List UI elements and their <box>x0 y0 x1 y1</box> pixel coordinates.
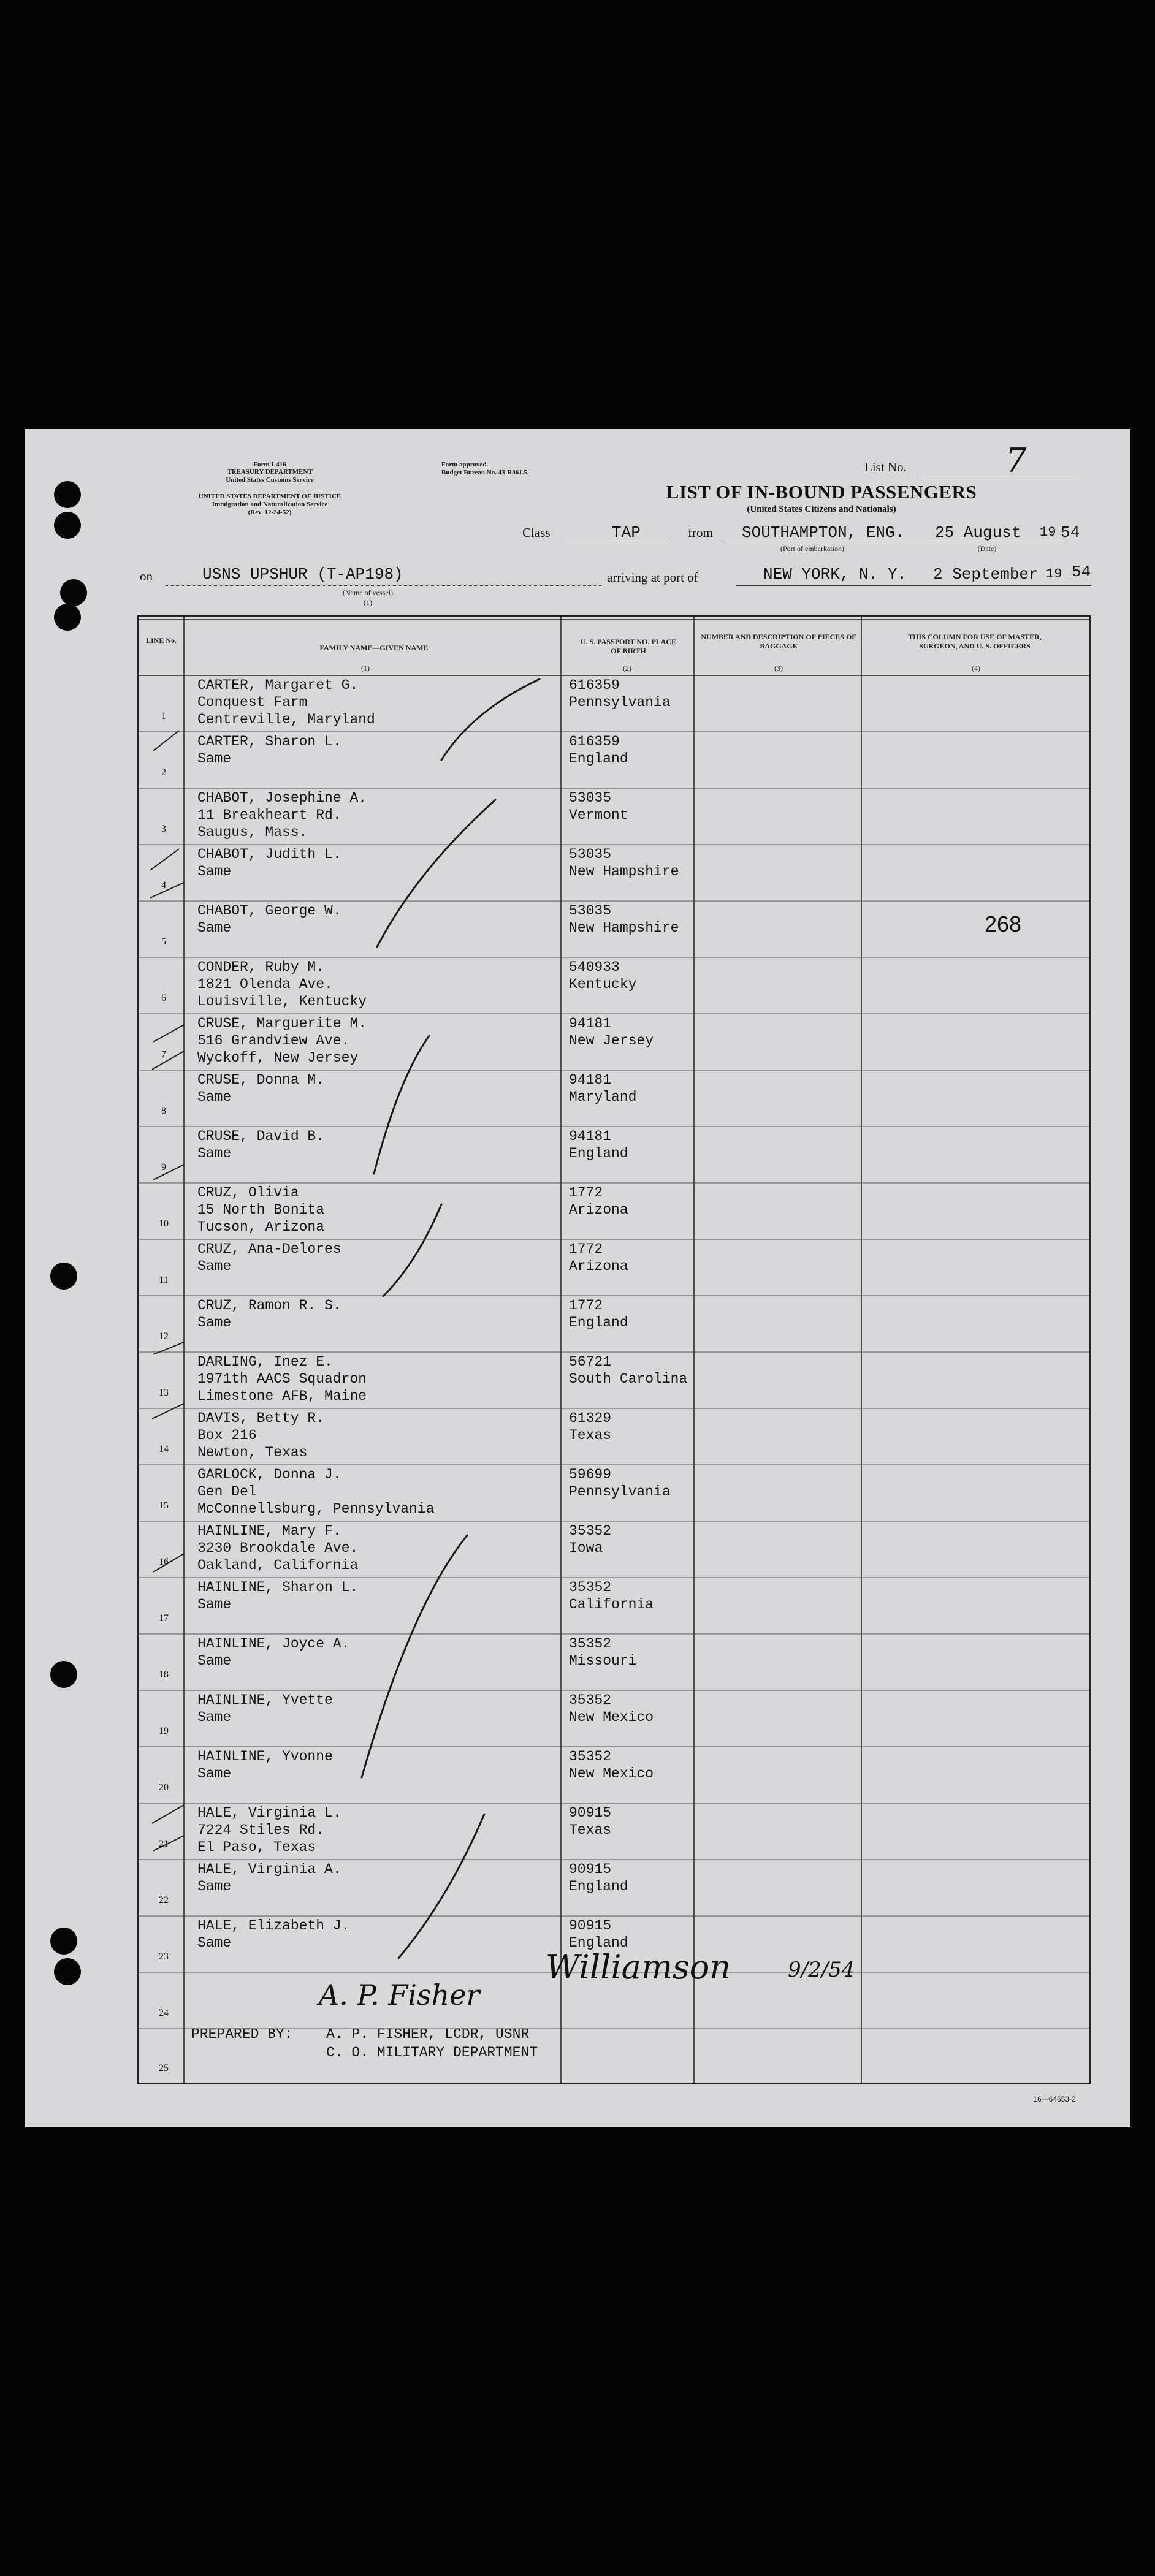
passport-birthplace: 53035 New Hampshire <box>569 903 679 936</box>
form-approved: Form approved. <box>441 461 489 468</box>
passenger-name-address: CHABOT, George W. Same <box>197 903 341 936</box>
from-label: from <box>688 525 713 540</box>
ins-service: Immigration and Naturalization Service <box>212 501 328 508</box>
passport-birthplace: 1772 Arizona <box>569 1185 628 1218</box>
passenger-name-address: GARLOCK, Donna J. Gen Del McConnellsburg, Pennsylvania <box>197 1467 435 1517</box>
passport-birthplace: 35352 Iowa <box>569 1523 612 1556</box>
list-no-value: 7 <box>1005 441 1027 480</box>
line-number: 15 <box>159 1500 169 1511</box>
page-subtitle: (United States Citizens and Nationals) <box>747 504 896 514</box>
col-header-line-no: LINE No. <box>146 636 177 645</box>
passport-birthplace: 540933 Kentucky <box>569 959 637 992</box>
vessel-caption: (Name of vessel) <box>343 588 393 597</box>
passenger-name-address: HAINLINE, Mary F. 3230 Brookdale Ave. Oakland, California <box>197 1523 359 1573</box>
justice-dept: UNITED STATES DEPARTMENT OF JUSTICE <box>198 493 341 500</box>
line-number: 13 <box>159 1388 169 1398</box>
vessel-name: USNS UPSHUR (T-AP198) <box>202 565 403 583</box>
arrival-year-prefix: 19 <box>1046 566 1062 582</box>
passport-birthplace: 94181 Maryland <box>569 1072 637 1105</box>
col-num-3: (3) <box>774 664 783 672</box>
col-num-4: (4) <box>972 664 980 672</box>
col-header-officers: THIS COLUMN FOR USE OF MASTER, SURGEON, AND U. S. OFFICERS <box>908 633 1042 650</box>
passport-birthplace: 35352 New Mexico <box>569 1692 654 1725</box>
class-label: Class <box>522 525 551 540</box>
arriving-label: arriving at port of <box>607 570 698 585</box>
inspector-initials: 9/2/54 <box>788 1958 855 1982</box>
passport-birthplace: 35352 California <box>569 1579 654 1613</box>
budget-bureau: Budget Bureau No. 43-R061.5. <box>441 469 529 476</box>
arrival-port: NEW YORK, N. Y. <box>763 565 907 583</box>
line-number: 24 <box>159 2008 169 2018</box>
passport-birthplace: 61329 Texas <box>569 1410 612 1443</box>
passenger-name-address: HAINLINE, Yvonne Same <box>197 1749 333 1782</box>
line-number: 11 <box>159 1275 169 1285</box>
departure-date: 25 August <box>935 523 1021 542</box>
arrival-date: 2 September <box>933 565 1039 583</box>
line-number: 7 <box>161 1049 166 1060</box>
footer-code: 16—64653-2 <box>1033 2095 1076 2103</box>
passport-birthplace: 56721 South Carolina <box>569 1354 688 1387</box>
line-number: 6 <box>161 993 166 1003</box>
passport-birthplace: 94181 England <box>569 1128 628 1161</box>
passport-birthplace: 90915 England <box>569 1861 628 1894</box>
vessel-col-num: (1) <box>364 598 372 607</box>
passport-birthplace: 35352 New Mexico <box>569 1749 654 1782</box>
col-num-2: (2) <box>623 664 631 672</box>
line-number: 2 <box>161 767 166 778</box>
passport-birthplace: 90915 England <box>569 1918 628 1951</box>
line-number: 16 <box>159 1557 169 1567</box>
inspector-signature: Williamson <box>546 1948 731 1986</box>
line-number: 20 <box>159 1782 169 1793</box>
arrival-year: 54 <box>1072 563 1091 581</box>
passenger-name-address: CRUZ, Ramon R. S. Same <box>197 1297 341 1331</box>
treasury-dept: TREASURY DEPARTMENT <box>227 468 313 476</box>
page-title: LIST OF IN-BOUND PASSENGERS <box>666 481 977 503</box>
on-label: on <box>140 569 153 583</box>
passport-birthplace: 94181 New Jersey <box>569 1016 654 1049</box>
line-number: 10 <box>159 1218 169 1229</box>
line-number: 12 <box>159 1331 169 1342</box>
passenger-name-address: CARTER, Margaret G. Conquest Farm Centreville, Maryland <box>197 677 375 728</box>
officer-note: 268 <box>985 911 1022 937</box>
line-number: 14 <box>159 1444 169 1454</box>
embark-caption: (Port of embarkation) <box>780 544 844 553</box>
line-number: 3 <box>161 824 166 834</box>
list-no-label: List No. <box>864 460 907 474</box>
col-num-1: (1) <box>361 664 370 672</box>
passenger-name-address: CRUSE, Donna M. Same <box>197 1072 325 1105</box>
passenger-name-address: HAINLINE, Sharon L. Same <box>197 1579 359 1613</box>
passenger-name-address: HALE, Elizabeth J. Same <box>197 1918 350 1951</box>
passport-birthplace: 90915 Texas <box>569 1805 612 1838</box>
customs-service: United States Customs Service <box>226 476 314 484</box>
prepared-by-line2: C. O. MILITARY DEPARTMENT <box>326 2045 538 2061</box>
line-number: 9 <box>161 1162 166 1172</box>
line-number: 17 <box>159 1613 169 1624</box>
form-number: Form I-416 <box>253 461 286 468</box>
line-number: 19 <box>159 1726 169 1736</box>
line-number: 4 <box>161 880 166 891</box>
passenger-name-address: DARLING, Inez E. 1971th AACS Squadron Limestone AFB, Maine <box>197 1354 367 1404</box>
line-number: 25 <box>159 2063 169 2073</box>
passport-birthplace: 616359 Pennsylvania <box>569 677 671 710</box>
form-revision: (Rev. 12-24-52) <box>248 509 292 516</box>
passport-birthplace: 1772 England <box>569 1297 628 1331</box>
passport-birthplace: 59699 Pennsylvania <box>569 1467 671 1500</box>
passport-birthplace: 1772 Arizona <box>569 1241 628 1274</box>
line-number: 18 <box>159 1670 169 1680</box>
departure-year-prefix: 19 <box>1040 525 1056 540</box>
passenger-name-address: CARTER, Sharon L. Same <box>197 734 341 767</box>
date-caption: (Date) <box>977 544 997 553</box>
line-number: 5 <box>161 937 166 947</box>
passenger-name-address: HALE, Virginia A. Same <box>197 1861 341 1894</box>
prepared-by-line1: A. P. FISHER, LCDR, USNR <box>326 2026 530 2042</box>
fisher-signature: A. P. Fisher <box>319 1978 480 2012</box>
col-header-passport: U. S. PASSPORT NO. PLACE OF BIRTH <box>580 637 677 655</box>
passenger-name-address: HAINLINE, Yvette Same <box>197 1692 333 1725</box>
passport-birthplace: 53035 New Hampshire <box>569 846 679 880</box>
prepared-by-label: PREPARED BY: <box>191 2026 293 2042</box>
line-number: 21 <box>159 1839 169 1849</box>
passenger-name-address: CHABOT, Josephine A. 11 Breakheart Rd. Saugus, Mass. <box>197 790 367 840</box>
passenger-name-address: DAVIS, Betty R. Box 216 Newton, Texas <box>197 1410 325 1461</box>
col-header-baggage: NUMBER AND DESCRIPTION OF PIECES OF BAGGAGE <box>701 633 856 650</box>
class-value: TAP <box>612 523 641 542</box>
col-header-name: FAMILY NAME—GIVEN NAME <box>319 644 429 652</box>
passenger-name-address: CRUZ, Ana-Delores Same <box>197 1241 341 1274</box>
departure-year: 54 <box>1061 523 1080 542</box>
line-number: 1 <box>161 711 166 721</box>
passenger-name-address: HALE, Virginia L. 7224 Stiles Rd. El Paso, Texas <box>197 1805 341 1855</box>
passenger-name-address: CRUZ, Olivia 15 North Bonita Tucson, Arizona <box>197 1185 325 1235</box>
embark-port: SOUTHAMPTON, ENG. <box>742 523 905 542</box>
line-number: 22 <box>159 1895 169 1905</box>
passenger-name-address: CONDER, Ruby M. 1821 Olenda Ave. Louisville, Kentucky <box>197 959 367 1009</box>
passenger-name-address: CRUSE, Marguerite M. 516 Grandview Ave. Wyckoff, New Jersey <box>197 1016 367 1066</box>
line-number: 23 <box>159 1951 169 1962</box>
passport-birthplace: 35352 Missouri <box>569 1636 637 1669</box>
passport-birthplace: 616359 England <box>569 734 628 767</box>
passport-birthplace: 53035 Vermont <box>569 790 628 823</box>
line-number: 8 <box>161 1106 166 1116</box>
passenger-name-address: CHABOT, Judith L. Same <box>197 846 341 880</box>
passenger-name-address: CRUSE, David B. Same <box>197 1128 325 1161</box>
passenger-name-address: HAINLINE, Joyce A. Same <box>197 1636 350 1669</box>
